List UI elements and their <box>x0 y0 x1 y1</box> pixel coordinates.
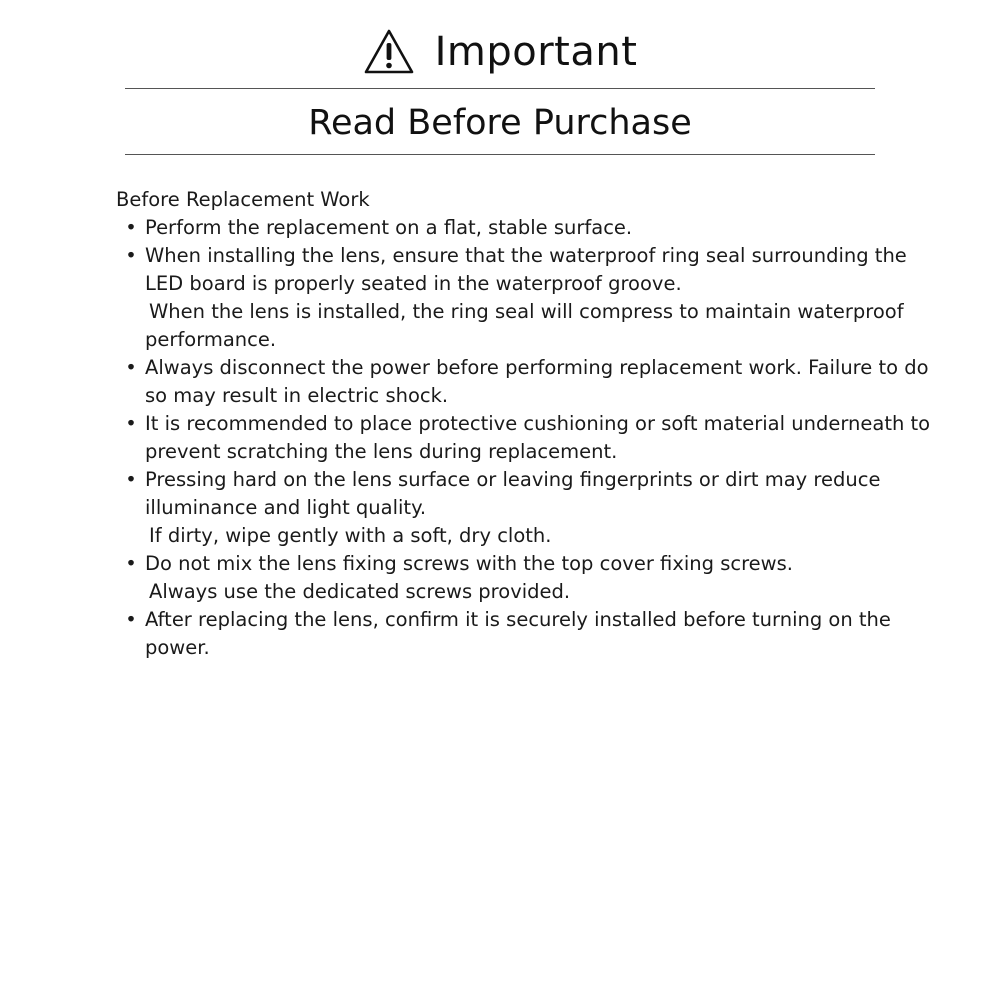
list-item <box>116 242 906 354</box>
list-item-line: Do not mix the lens fixing screws with the top cover fixing screws. <box>145 552 793 575</box>
top-divider <box>125 88 875 89</box>
bullet-icon: • <box>125 356 137 379</box>
list-item-line: Always use the dedicated screws provided. <box>149 580 571 603</box>
page-subtitle: Read Before Purchase <box>308 103 692 143</box>
list-item-line: Always disconnect the power before performing replacement work. Failure to do <box>145 356 929 379</box>
list-item <box>116 606 906 662</box>
list-item-line: After replacing the lens, confirm it is securely installed before turning on the <box>145 608 891 631</box>
list-item <box>116 466 906 550</box>
title-row <box>0 24 1000 80</box>
list-item-line: When the lens is installed, the ring seal will compress to maintain waterproof <box>149 300 904 323</box>
list-item-line: It is recommended to place protective cushioning or soft material underneath to <box>145 412 931 435</box>
list-item <box>116 214 906 242</box>
bullet-icon: • <box>125 412 137 435</box>
list-item-line: Perform the replacement on a flat, stable surface. <box>145 216 633 239</box>
bullet-icon: • <box>125 608 137 631</box>
list-item-line: performance. <box>145 328 277 351</box>
page-title: Important <box>434 29 638 75</box>
list-item-line: Pressing hard on the lens surface or leaving fingerprints or dirt may reduce <box>145 468 881 491</box>
list-item <box>116 410 931 466</box>
list-item-line: When installing the lens, ensure that the waterproof ring seal surrounding the <box>145 244 907 267</box>
warning-triangle-icon <box>363 28 415 76</box>
bullet-icon: • <box>125 216 137 239</box>
list-item-line: LED board is properly seated in the waterproof groove. <box>145 272 682 295</box>
section-heading: Before Replacement Work <box>116 188 370 211</box>
bullet-list <box>116 214 931 662</box>
list-item-line: illuminance and light quality. <box>145 496 427 519</box>
notice-content <box>116 186 931 662</box>
bullet-icon: • <box>125 468 137 491</box>
list-item-line: so may result in electric shock. <box>145 384 449 407</box>
bullet-icon: • <box>125 552 137 575</box>
bullet-icon: • <box>125 244 137 267</box>
list-item <box>116 354 929 410</box>
list-item <box>116 550 906 606</box>
bottom-divider <box>125 154 875 155</box>
list-item-line: If dirty, wipe gently with a soft, dry cloth. <box>149 524 552 547</box>
list-item-line: power. <box>145 636 210 659</box>
list-item-line: prevent scratching the lens during replacement. <box>145 440 618 463</box>
